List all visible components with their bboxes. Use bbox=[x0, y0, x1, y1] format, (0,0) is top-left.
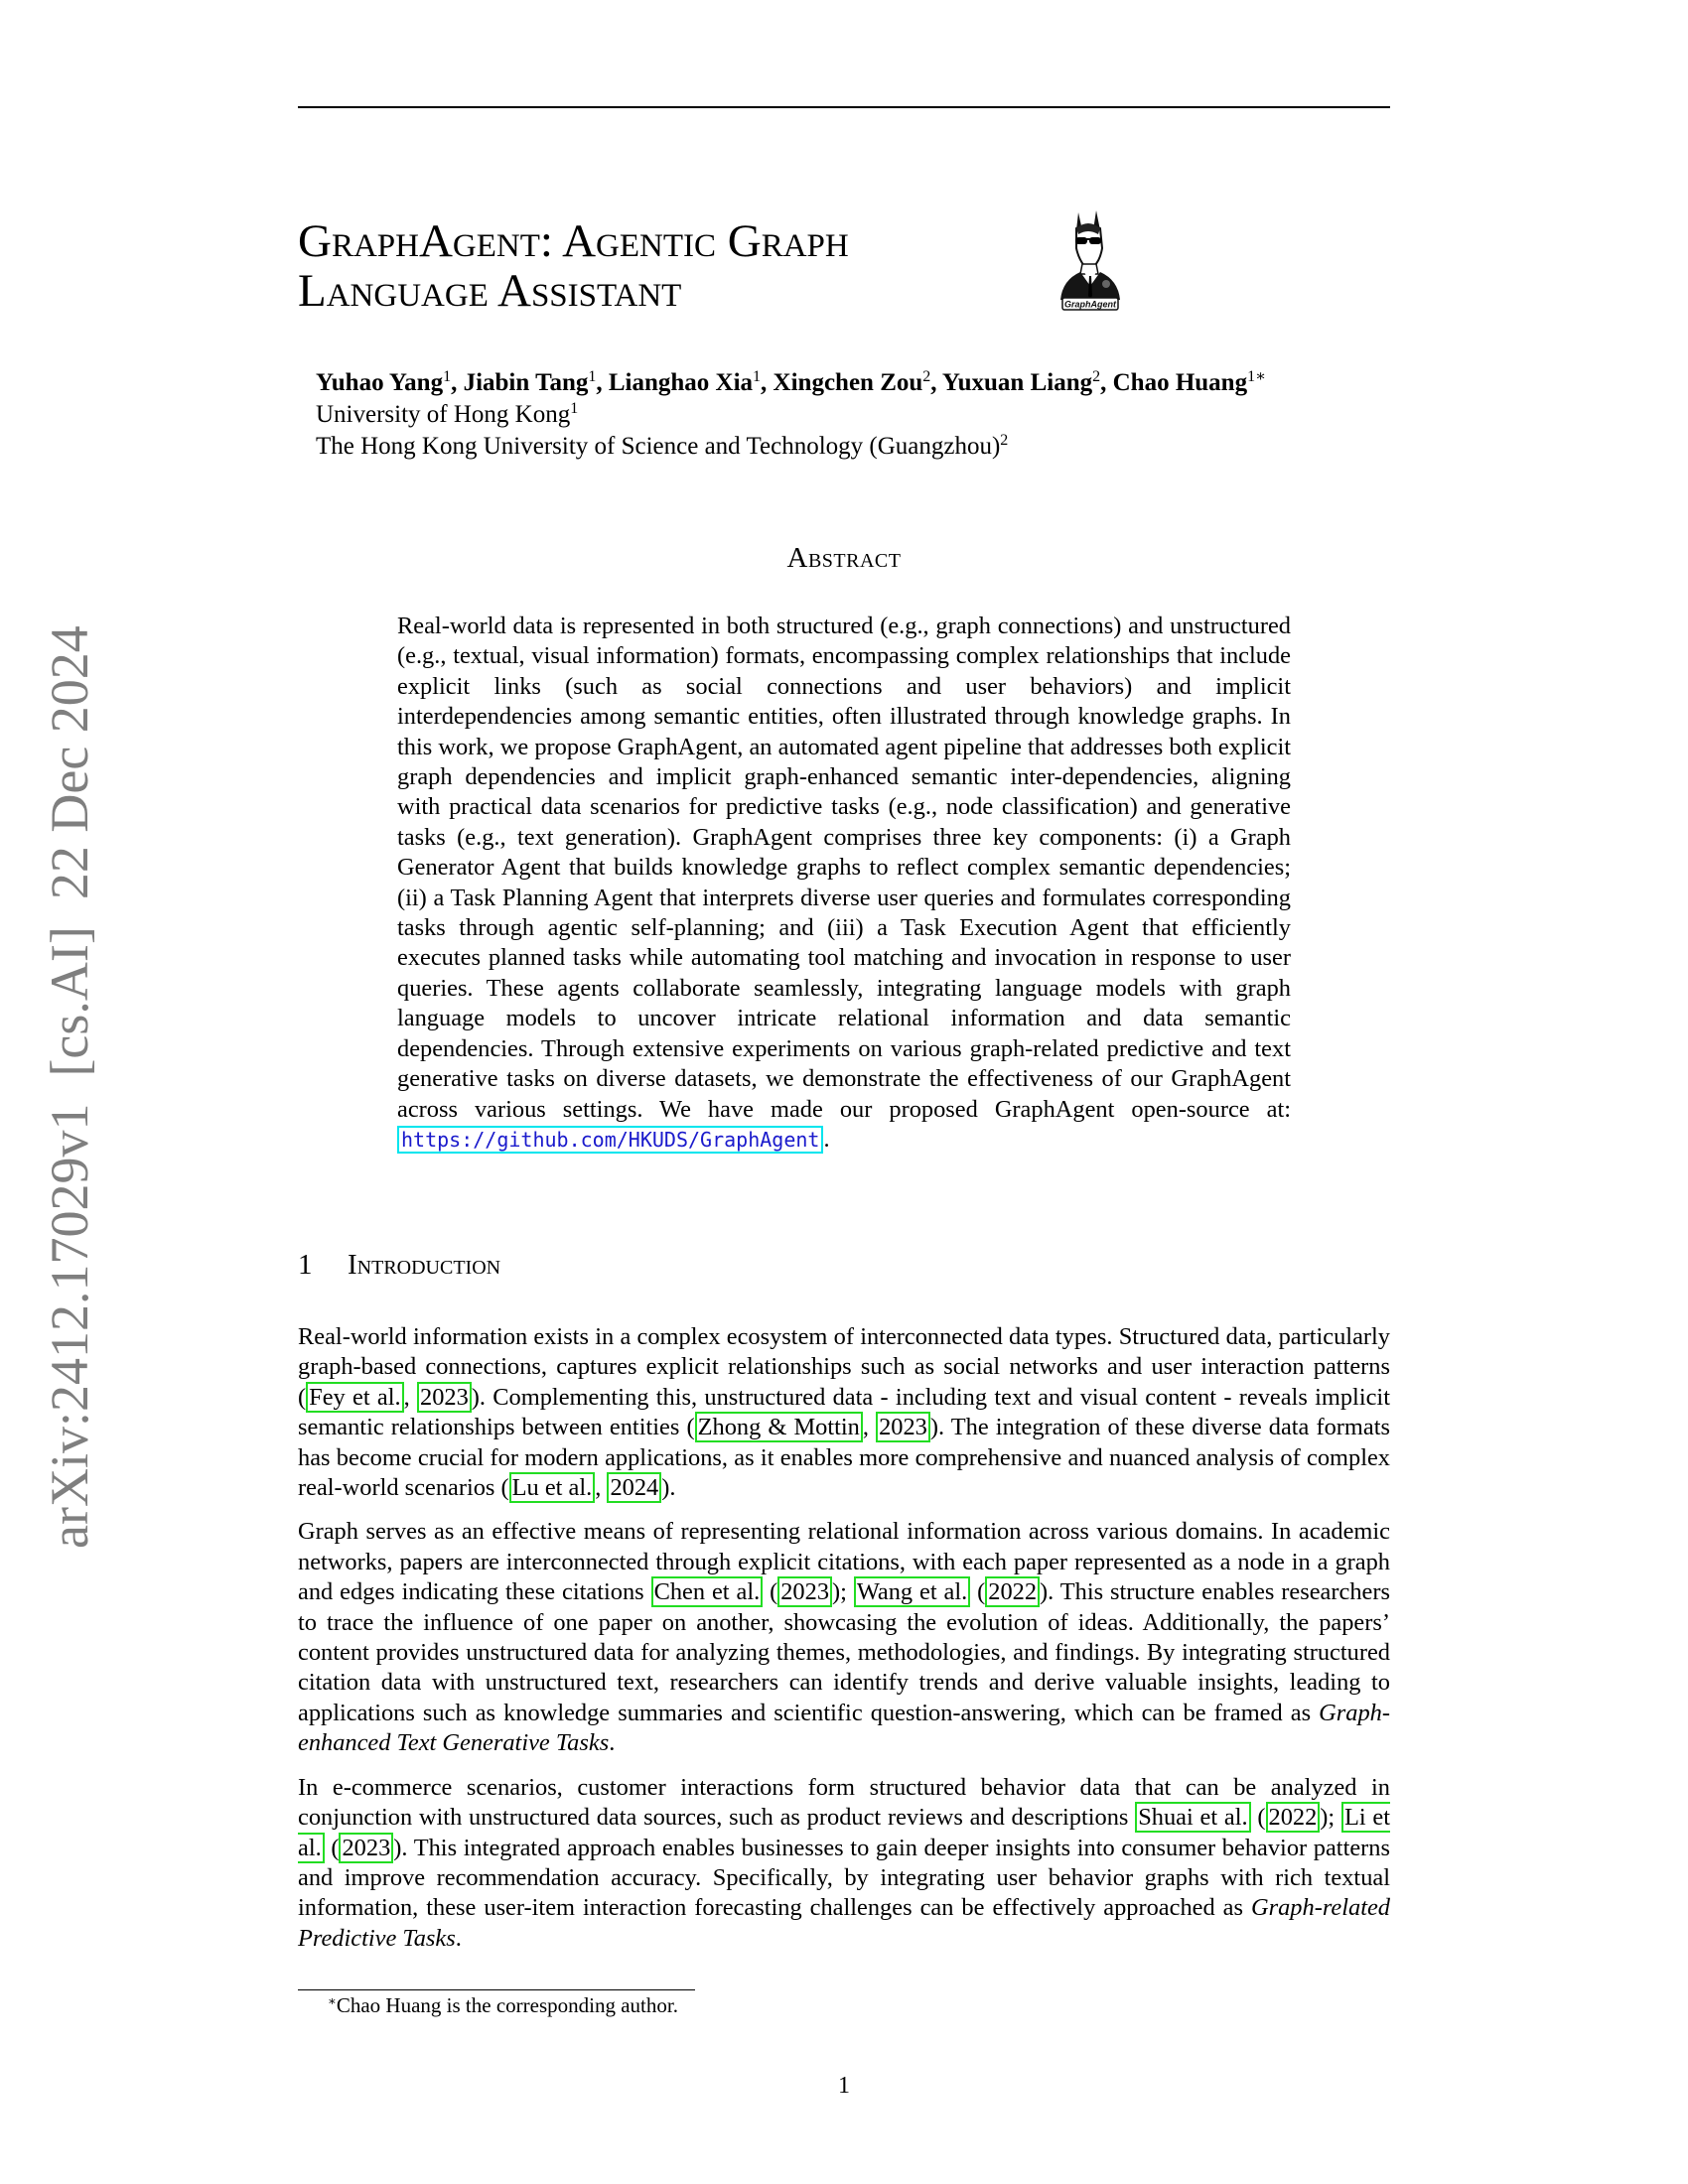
affiliation-mark: 2 bbox=[1092, 368, 1101, 385]
footnote-rule bbox=[298, 1989, 695, 1990]
paragraph-text: In e-commerce scenarios, customer interactions form structured behavior data that can be analyzed in conjunction with unstructured data sources, such as product reviews and descriptions bbox=[298, 1773, 1390, 1832]
citation-year-link[interactable]: 2024 bbox=[607, 1472, 661, 1503]
abstract-body-text: Real-world data is represented in both structured (e.g., graph connections) and unstructured (e.g., textual, visual information) formats, encompassing complex relationships that include explicit links (such as social connections and user behaviors) and implicit interdependencies among semantic entities, often illustrated through knowledge graphs. In this work, we propose GraphAgent, an automated agent pipeline that addresses both explicit graph dependencies and implicit graph-enhanced semantic inter-dependencies, aligning with practical data scenarios for predictive tasks (e.g., node classification) and generative tasks (e.g., text generation). GraphAgent comprises three key components: (i) a Graph Generator Agent that builds knowledge graphs to reflect complex semantic dependencies; (ii) a Task Planning Agent that interprets diverse user queries and formulates corresponding tasks through agentic self-planning; and (iii) a Task Execution Agent that efficiently executes planned tasks while automating tool matching and invocation in response to user queries. These agents collaborate seamlessly, integrating language models with graph language models to uncover intricate relational information and data semantic dependencies. Through extensive experiments on various graph-related predictive and text generative tasks on diverse datasets, we demonstrate the effectiveness of our GraphAgent across various settings. We have made our proposed GraphAgent open-source at: bbox=[397, 613, 1291, 1123]
llama-in-suit-logo-icon bbox=[1055, 208, 1126, 312]
citation-year-link[interactable]: 2023 bbox=[777, 1576, 832, 1607]
page-number: 1 bbox=[838, 2073, 850, 2099]
intro-paragraph-1: Real-world information exists in a complex ecosystem of interconnected data types. Structured data, particularly graph-based connections, captures explicit relationships such as social networks and user interaction patterns ( Fey et al. , 2023 ). Complementing this, unstructured data - including text and visual content - reveals implicit semantic relationships between entities ( Zhong & Mottin , 2023 ). The integration of these diverse data formats has become crucial for modern applications, as it enables more comprehensive and nuanced analysis of complex real-world scenarios ( Lu et al. , 2024 ). bbox=[298, 1323, 1390, 1502]
author-name: Chao Huang bbox=[1112, 369, 1248, 396]
paragraph-text: ). Complementing this, unstructured data - including text and visual content - reveals implicit semantic relationships between entities ( bbox=[298, 1383, 1390, 1441]
affiliation-mark: 1 bbox=[753, 368, 762, 385]
title-line-1: GraphAgent: Agentic Graph bbox=[298, 215, 849, 267]
intro-paragraph-3: In e-commerce scenarios, customer interactions form structured behavior data that can be analyzed in conjunction with unstructured data sources, such as product reviews and descriptions Shuai et al. ( 2022 ); Li et al. ( 2023 ). This integrated approach enables businesses to gain deeper insights into consumer behavior patterns and improve recommendation accuracy. Specifically, by integrating user behavior graphs with rich textual information, these user-item interaction forecasting challenges can be effectively approached as Graph-related Predictive Tasks. bbox=[298, 1773, 1390, 1952]
citation-year-link[interactable]: 2022 bbox=[985, 1576, 1040, 1607]
section-title: Introduction bbox=[348, 1249, 501, 1281]
abstract-end-punct: . bbox=[823, 1125, 830, 1153]
introduction-body bbox=[298, 1322, 1390, 1968]
affiliation-2 bbox=[316, 431, 1408, 463]
header-rule bbox=[298, 106, 1390, 108]
section-heading-introduction bbox=[298, 1249, 500, 1282]
intro-paragraph-2: Graph serves as an effective means of representing relational information across various domains. In academic networks, papers are interconnected through explicit citations, with each paper represented as a node in a graph and edges indicating these citations Chen et al. ( 2023 ); Wang et al. ( 2022 ). This structure enables researchers to trace the influence of one paper on another, showcasing the evolution of ideas. Additionally, the papers’ content provides unstructured data for analyzing themes, methodologies, and findings. By integrating structured citation data with unstructured text, researchers can identify trends and derive valuable insights, leading to applications such as knowledge summaries and scientific question-answering, which can be framed as Graph-enhanced Text Generative Tasks. bbox=[298, 1518, 1390, 1757]
author-name: Yuxuan Liang bbox=[941, 369, 1093, 396]
citation-year-link[interactable]: 2023 bbox=[876, 1412, 930, 1442]
affiliation-mark: 1 bbox=[570, 400, 579, 417]
footnote-text: Chao Huang is the corresponding author. bbox=[336, 1993, 678, 2017]
paragraph-text: . This structure enables researchers to trace the influence of one paper on another, showcasing the evolution of ideas. Additionally, the papers’ content provides unstructured data for analyzing themes, methodologies, and findings. By integrating structured citation data with unstructured text, researchers can identify trends and derive valuable insights, leading to applications such as knowledge summaries and scientific question-answering, which can be framed as bbox=[298, 1578, 1390, 1726]
arxiv-identifier-stamp[interactable]: arXiv:2412.17029v1 [cs.AI] 22 Dec 2024 bbox=[40, 625, 99, 1549]
affiliation-name: University of Hong Kong bbox=[316, 401, 571, 428]
citation-year-link[interactable]: 2023 bbox=[417, 1382, 472, 1413]
citation-separator: ; bbox=[1328, 1804, 1341, 1832]
footnote bbox=[328, 1993, 678, 2018]
affiliation-mark: 1 bbox=[588, 368, 597, 385]
citation-link[interactable]: Chen et al. bbox=[651, 1576, 764, 1607]
citation-link[interactable]: Shuai et al. bbox=[1135, 1802, 1250, 1833]
paragraph-text: . This integrated approach enables businesses to gain deeper insights into consumer behavior patterns and improve recommendation accuracy. Specifically, by integrating user behavior graphs with rich textual information, these user-item interaction forecasting challenges can be effectively approached as bbox=[298, 1834, 1390, 1922]
paragraph-text: . bbox=[455, 1924, 462, 1952]
paragraph-text: . bbox=[609, 1729, 616, 1757]
footnote-mark: ∗ bbox=[328, 1993, 337, 2008]
author-name: Yuhao Yang bbox=[316, 369, 444, 396]
emphasized-term: Graph-enhanced Text Generative Tasks bbox=[298, 1699, 1390, 1757]
citation-link[interactable]: Wang et al. bbox=[854, 1576, 970, 1607]
abstract-heading: Abstract bbox=[786, 542, 902, 574]
author-block bbox=[316, 367, 1408, 463]
citation-year-link[interactable]: 2022 bbox=[1266, 1802, 1321, 1833]
paragraph-text: Graph serves as an effective means of representing relational information across various domains. In academic networks, papers are interconnected through explicit citations, with each paper represented as a node in a graph and edges indicating these citations bbox=[298, 1518, 1390, 1606]
citation-link[interactable]: Zhong & Mottin bbox=[695, 1412, 863, 1442]
section-number: 1 bbox=[298, 1249, 313, 1281]
svg-text:GraphAgent: GraphAgent bbox=[1063, 299, 1117, 310]
citation-link[interactable]: Fey et al. bbox=[306, 1382, 403, 1413]
author-list: Yuhao Yang$^1$, Jiabin Tang$^1$, Lianghao Xia$^1$, Xingchen Zou$^2$, Yuxuan Liang$^2$, Chao Huang$^{1∗}$ bbox=[316, 368, 1266, 396]
github-link[interactable]: https://github.com/HKUDS/GraphAgent bbox=[397, 1126, 823, 1154]
citation-year-link[interactable]: 2023 bbox=[339, 1833, 393, 1863]
citation-separator: ; bbox=[840, 1578, 854, 1606]
citation-link[interactable]: Li et al. bbox=[298, 1804, 1390, 1861]
affiliation-name: The Hong Kong University of Science and Technology (Guangzhou) bbox=[316, 433, 1001, 460]
affiliation-1 bbox=[316, 399, 1408, 431]
paragraph-text: Real-world information exists in a complex ecosystem of interconnected data types. Structured data, particularly graph-based connections, captures explicit relationships such as social networks and user interaction patterns ( bbox=[298, 1323, 1390, 1411]
paragraph-text: ). bbox=[661, 1474, 676, 1502]
title-line-2: Language Assistant bbox=[298, 265, 682, 317]
affiliation-mark: 2 bbox=[1000, 432, 1009, 449]
citation-link[interactable]: Lu et al. bbox=[509, 1472, 596, 1503]
paper-title bbox=[298, 216, 1053, 316]
author-name: Xingchen Zou bbox=[773, 369, 923, 396]
affiliation-mark: 1 bbox=[443, 368, 452, 385]
affiliation-mark: 2 bbox=[922, 368, 931, 385]
affiliation-mark: 1∗ bbox=[1247, 368, 1266, 385]
abstract-text bbox=[397, 612, 1291, 1155]
author-name: Jiabin Tang bbox=[463, 369, 589, 396]
paragraph-text: ). The integration of these diverse data formats has become crucial for modern applications, as it enables more comprehensive and nuanced analysis of complex real-world scenarios ( bbox=[298, 1414, 1390, 1502]
author-name: Lianghao Xia bbox=[608, 369, 754, 396]
emphasized-term: Graph-related Predictive Tasks bbox=[298, 1894, 1390, 1952]
